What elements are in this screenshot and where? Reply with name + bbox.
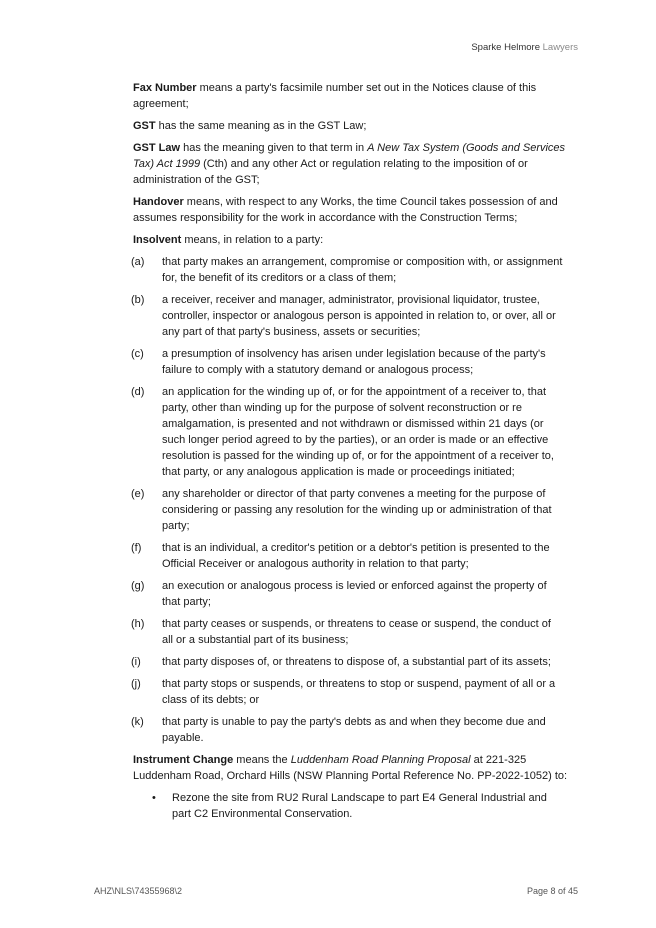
item-text: a receiver, receiver and manager, administrator, provisional liquidator, trustee, controller, inspector or analogous person is appointed in relation to, or over, all or any part of that party's business, assets or securities;: [162, 294, 556, 338]
definition-text: means, with respect to any Works, the time Council takes possession of and assumes responsibility for the work in accordance with the Construction Terms;: [133, 196, 558, 224]
term: Fax Number: [133, 82, 197, 94]
insolvent-list: [133, 254, 569, 746]
firm-name: Sparke Helmore: [471, 42, 540, 53]
item-label: (e): [131, 488, 145, 500]
definition-text: means, in relation to a party:: [181, 234, 324, 246]
item-label: (h): [131, 618, 145, 630]
definition-handover: [133, 194, 569, 226]
term: GST Law: [133, 142, 181, 154]
item-text: that party stops or suspends, or threatens to stop or suspend, payment of all or a class of its debts; or: [162, 678, 556, 706]
item-text: an execution or analogous process is levied or enforced against the property of that party;: [162, 580, 547, 608]
term: Instrument Change: [133, 754, 234, 766]
list-item: [133, 346, 569, 378]
bullet-item: [152, 790, 569, 822]
firm-suffix: Lawyers: [542, 42, 578, 53]
item-label: (b): [131, 294, 145, 306]
list-item: [133, 486, 569, 534]
item-text: an application for the winding up of, or for the appointment of a receiver to, that party, other than winding up for the purpose of solvent reconstruction or re amalgamation, is presented and not withdrawn or dismissed within 21 days (or such longer period agreed to by the parties), or an order is made or an effective resolution is passed for the winding up of, or for the appointment of a receiver to, that party, or any analogous application is made or proceedings initiated;: [162, 386, 554, 478]
list-item: [133, 676, 569, 708]
item-label: (f): [131, 542, 142, 554]
item-text: that party is unable to pay the party's debts as and when they become due and payable.: [162, 716, 546, 744]
definition-text: means the: [233, 754, 291, 766]
definition-text: (Cth) and any other Act or regulation relating to the imposition of or administration of the GST;: [133, 158, 528, 186]
list-item: [133, 292, 569, 340]
page-number: Page 8 of 45: [526, 886, 578, 896]
bullet-text: Rezone the site from RU2 Rural Landscape to part E4 General Industrial and part C2 Environmental Conservation.: [172, 792, 547, 820]
item-text: that party makes an arrangement, compromise or composition with, or assignment for, the benefit of its creditors or a class of them;: [162, 256, 563, 284]
item-label: (k): [131, 716, 144, 728]
definition-text: means a party's facsimile number set out in the Notices clause of this agreement;: [133, 82, 537, 110]
item-text: that is an individual, a creditor's petition or a debtor's petition is presented to the Official Receiver or analogous authority in relation to that party;: [162, 542, 550, 570]
term: GST: [133, 120, 156, 132]
list-item: [133, 654, 569, 670]
page-header: [471, 42, 578, 53]
bullet-icon: •: [152, 792, 156, 804]
definition-insolvent: [133, 232, 569, 248]
term: Insolvent: [133, 234, 182, 246]
item-label: (c): [131, 348, 144, 360]
item-label: (j): [131, 678, 141, 690]
definition-gst: [133, 118, 569, 134]
document-body: [133, 80, 569, 822]
act-title: A New Tax System (Goods and Services Tax) Act 1999: [133, 142, 566, 170]
item-text: that party ceases or suspends, or threatens to cease or suspend, the conduct of all or a substantial part of its business;: [162, 618, 551, 646]
item-label: (i): [131, 656, 141, 668]
item-text: that party disposes of, or threatens to dispose of, a substantial part of its assets;: [162, 656, 551, 668]
item-text: any shareholder or director of that party convenes a meeting for the purpose of considering or passing any resolution for the winding up or administration of that party;: [162, 488, 552, 532]
list-item: [133, 254, 569, 286]
term: Handover: [133, 196, 184, 208]
definition-fax-number: [133, 80, 569, 112]
list-item: [133, 578, 569, 610]
item-text: a presumption of insolvency has arisen under legislation because of the party's failure to comply with a statutory demand or analogous process;: [162, 348, 546, 376]
definition-text: at 221-325 Luddenham Road, Orchard Hills (NSW Planning Portal Reference No. PP-2022-1052) to:: [133, 754, 568, 782]
definition-text: has the meaning given to that term in: [180, 142, 368, 154]
item-label: (a): [131, 256, 145, 268]
definition-text: has the same meaning as in the GST Law;: [155, 120, 367, 132]
item-label: (g): [131, 580, 145, 592]
item-label: (d): [131, 386, 145, 398]
list-item: [133, 714, 569, 746]
list-item: [133, 616, 569, 648]
definition-gst-law: [133, 140, 569, 188]
definition-instrument-change: [133, 752, 569, 784]
document-reference: AHZ\NLS\74355968\2: [94, 886, 183, 896]
list-item: [133, 384, 569, 480]
list-item: [133, 540, 569, 572]
proposal-title: Luddenham Road Planning Proposal: [290, 754, 471, 766]
